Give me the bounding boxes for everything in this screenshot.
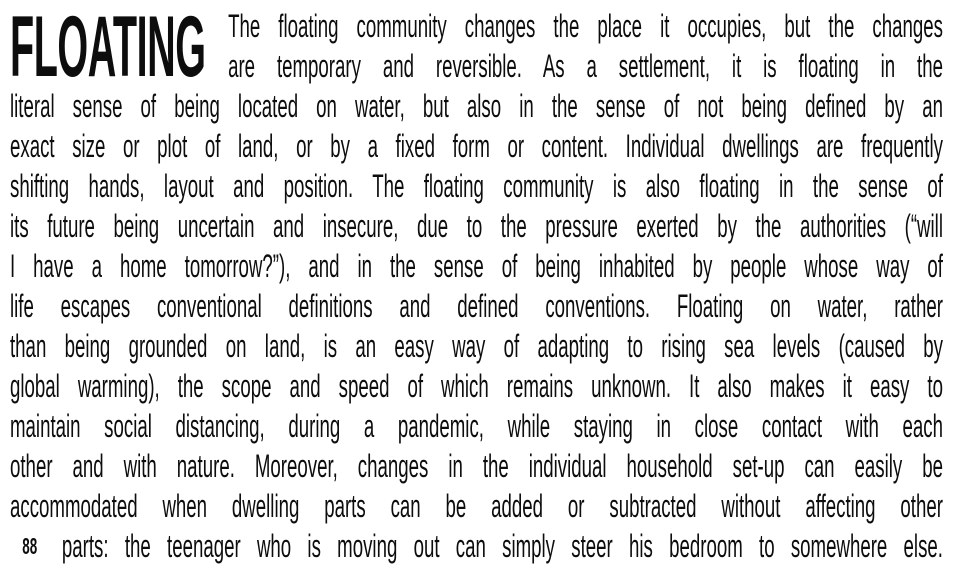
intro-line: The floating community changes the place it occupies, but the changes — [228, 8, 943, 44]
body-line: shifting hands, layout and position. The floating community is also floating in the sense of — [10, 168, 943, 204]
page-number: 88 — [22, 533, 38, 559]
body-line: I have a home tomorrow?”), and in the sense of being inhabited by people whose way of — [10, 248, 943, 284]
body-line: life escapes conventional definitions and defined conventions. Floating on water, rather — [10, 288, 943, 324]
last-line: parts: the teenager who is moving out can simply steer his bedroom to somewhere else. — [61, 528, 943, 564]
body-line: accommodated when dwelling parts can be added or subtracted without affecting other — [10, 488, 943, 524]
page-headline: FLOATING — [10, 0, 206, 95]
intro-line: are temporary and reversible. As a settlement, it is floating in the — [228, 48, 943, 84]
body-text — [10, 0, 943, 566]
body-line: global warming), the scope and speed of which remains unknown. It also makes it easy to — [10, 368, 943, 404]
body-line: literal sense of being located on water, but also in the sense of not being defined by an — [10, 88, 943, 124]
body-line: its future being uncertain and insecure, due to the pressure exerted by the authorities (“will — [10, 208, 943, 244]
body-line: other and with nature. Moreover, changes in the individual household set-up can easily be — [10, 448, 943, 484]
body-line: maintain social distancing, during a pandemic, while staying in close contact with each — [10, 408, 943, 444]
body-line: than being grounded on land, is an easy way of adapting to rising sea levels (caused by — [10, 328, 943, 364]
body-line: exact size or plot of land, or by a fixed form or content. Individual dwellings are frequently — [10, 128, 943, 164]
